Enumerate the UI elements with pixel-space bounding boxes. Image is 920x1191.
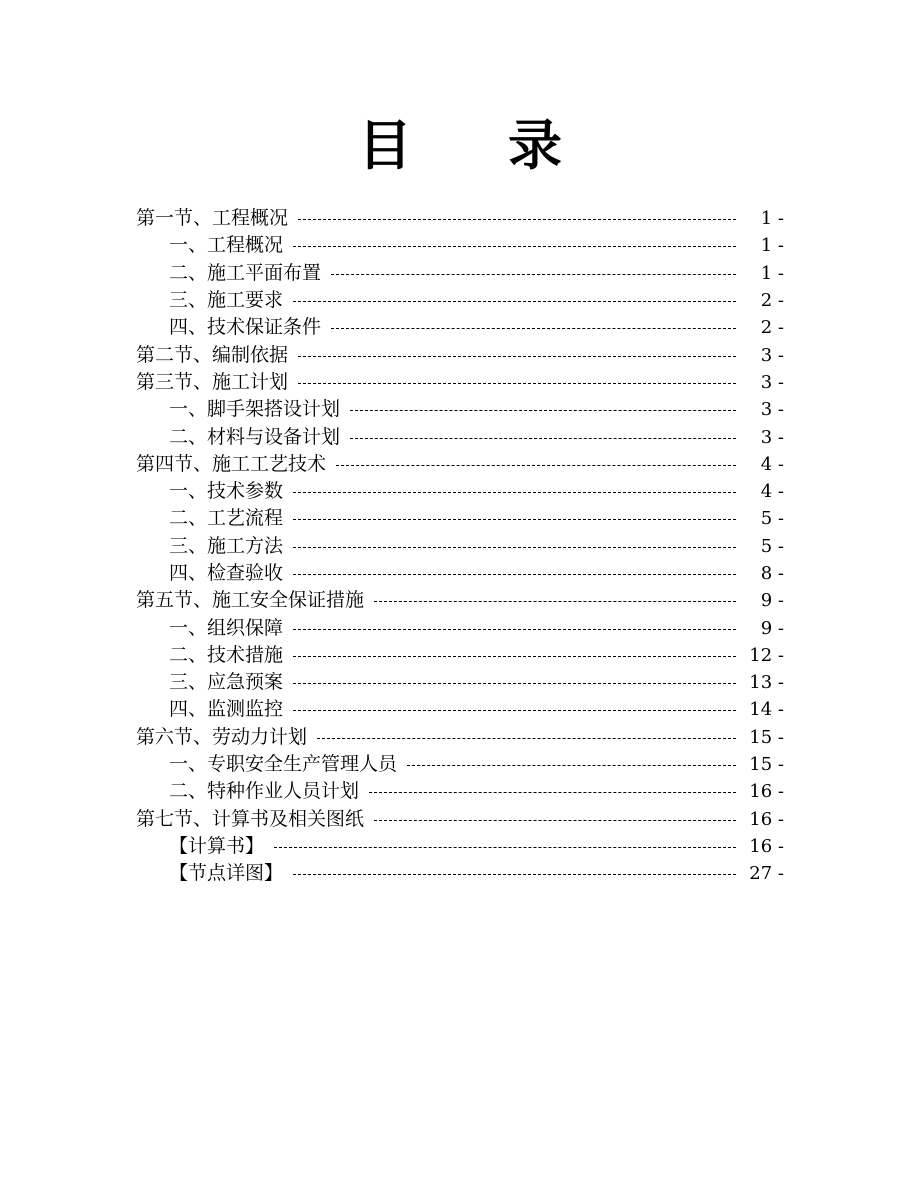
- toc-section-entry[interactable]: [136, 806, 784, 833]
- toc-page-number: 3 -: [760, 399, 784, 421]
- toc-entry-label: 【节点详图】: [169, 862, 284, 885]
- toc-dot-leader: [350, 410, 736, 411]
- toc-dot-leader: [293, 492, 736, 493]
- toc-subsection-entry[interactable]: [136, 696, 784, 723]
- toc-dot-leader: [350, 438, 736, 439]
- toc-dot-leader: [298, 356, 736, 357]
- toc-entry-label: 二、技术措施: [169, 643, 284, 666]
- toc-dot-leader: [331, 274, 736, 275]
- table-of-contents: [136, 205, 784, 887]
- toc-entry-label: 四、检查验收: [169, 562, 284, 584]
- toc-entry-label: 第四节、施工工艺技术: [136, 452, 327, 475]
- toc-entry-label: 第三节、施工计划: [136, 370, 289, 393]
- toc-dot-leader: [293, 629, 736, 630]
- toc-dot-leader: [293, 710, 736, 711]
- toc-page-number: 16 -: [749, 835, 784, 857]
- toc-page-number: 8 -: [760, 563, 784, 584]
- toc-subsection-entry[interactable]: [136, 505, 784, 532]
- toc-section-entry[interactable]: [136, 205, 784, 232]
- toc-dot-leader: [298, 219, 736, 220]
- toc-dot-leader: [336, 465, 736, 466]
- toc-page-number: 4 -: [760, 481, 784, 503]
- toc-entry-label: 第五节、施工安全保证措施: [136, 589, 365, 612]
- toc-entry-label: 三、应急预案: [169, 671, 284, 694]
- toc-section-entry[interactable]: [136, 587, 784, 614]
- toc-entry-label: 四、技术保证条件: [169, 316, 322, 339]
- toc-dot-leader: [293, 246, 736, 247]
- toc-entry-label: 第六节、劳动力计划: [136, 725, 308, 748]
- toc-dot-leader: [293, 656, 736, 657]
- toc-subsection-entry[interactable]: [136, 669, 784, 696]
- toc-entry-label: 二、工艺流程: [169, 507, 284, 530]
- toc-entry-label: 第七节、计算书及相关图纸: [136, 807, 365, 830]
- toc-subsection-entry[interactable]: [136, 533, 784, 560]
- toc-subsection-entry[interactable]: [136, 833, 784, 860]
- toc-dot-leader: [293, 301, 736, 302]
- toc-entry-label: 第一节、工程概况: [136, 207, 289, 230]
- toc-page-number: 1 -: [760, 208, 784, 230]
- toc-page-number: 12 -: [749, 644, 784, 666]
- toc-dot-leader: [317, 738, 736, 739]
- toc-dot-leader: [374, 601, 736, 602]
- toc-dot-leader: [407, 765, 736, 766]
- toc-dot-leader: [293, 874, 736, 875]
- toc-subsection-entry[interactable]: [136, 778, 784, 805]
- toc-dot-leader: [293, 574, 736, 575]
- toc-section-entry[interactable]: [136, 369, 784, 396]
- toc-entry-label: 一、脚手架搭设计划: [169, 398, 341, 421]
- toc-entry-label: 第二节、编制依据: [136, 343, 289, 366]
- toc-dot-leader: [298, 383, 736, 384]
- toc-subsection-entry[interactable]: [136, 478, 784, 505]
- toc-page-number: 15 -: [749, 754, 784, 776]
- toc-page-number: 27 -: [749, 863, 784, 885]
- toc-page-number: 1 -: [760, 235, 784, 257]
- toc-subsection-entry[interactable]: [136, 614, 784, 641]
- toc-page-number: 9 -: [760, 617, 784, 639]
- toc-entry-label: 一、专职安全生产管理人员: [169, 753, 398, 776]
- toc-entry-label: 二、施工平面布置: [169, 261, 322, 284]
- toc-page-number: 5 -: [760, 535, 784, 557]
- toc-entry-label: 二、材料与设备计划: [169, 425, 341, 448]
- toc-subsection-entry[interactable]: [136, 232, 784, 259]
- toc-page-number: 13 -: [749, 672, 784, 694]
- toc-section-entry[interactable]: [136, 341, 784, 368]
- toc-page-number: 15 -: [749, 726, 784, 748]
- toc-entry-label: 一、工程概况: [169, 234, 284, 257]
- toc-subsection-entry[interactable]: [136, 751, 784, 778]
- toc-subsection-entry[interactable]: [136, 287, 784, 314]
- toc-subsection-entry[interactable]: [136, 560, 784, 587]
- toc-page-number: 5 -: [760, 508, 784, 530]
- toc-dot-leader: [331, 328, 736, 329]
- toc-page-number: 2 -: [760, 317, 784, 339]
- toc-dot-leader: [293, 519, 736, 520]
- toc-page-number: 2 -: [760, 290, 784, 312]
- toc-subsection-entry[interactable]: [136, 860, 784, 887]
- page-title: 目录: [358, 113, 658, 177]
- toc-subsection-entry[interactable]: [136, 260, 784, 287]
- toc-subsection-entry[interactable]: [136, 314, 784, 341]
- toc-section-entry[interactable]: [136, 724, 784, 751]
- toc-page-number: 3 -: [760, 371, 784, 393]
- toc-entry-label: 一、技术参数: [169, 480, 284, 503]
- toc-dot-leader: [374, 820, 736, 821]
- toc-entry-label: 四、监测监控: [169, 698, 284, 721]
- toc-dot-leader: [293, 547, 736, 548]
- toc-subsection-entry[interactable]: [136, 396, 784, 423]
- toc-page-number: 3 -: [760, 426, 784, 448]
- toc-page-number: 4 -: [760, 453, 784, 475]
- toc-dot-leader: [274, 847, 736, 848]
- toc-page-number: 1 -: [760, 262, 784, 284]
- toc-subsection-entry[interactable]: [136, 642, 784, 669]
- toc-entry-label: 【计算书】: [169, 834, 265, 857]
- toc-section-entry[interactable]: [136, 451, 784, 478]
- toc-entry-label: 二、特种作业人员计划: [169, 780, 360, 803]
- toc-entry-label: 一、组织保障: [169, 616, 284, 639]
- toc-entry-label: 三、施工方法: [169, 534, 284, 557]
- toc-page-number: 9 -: [760, 590, 784, 612]
- toc-page-number: 16 -: [749, 781, 784, 803]
- toc-page-number: 16 -: [749, 808, 784, 830]
- toc-entry-label: 三、施工要求: [169, 289, 284, 312]
- toc-subsection-entry[interactable]: [136, 423, 784, 450]
- toc-dot-leader: [293, 683, 736, 684]
- toc-page-number: 14 -: [749, 699, 784, 721]
- toc-page-number: 3 -: [760, 344, 784, 366]
- toc-dot-leader: [369, 792, 736, 793]
